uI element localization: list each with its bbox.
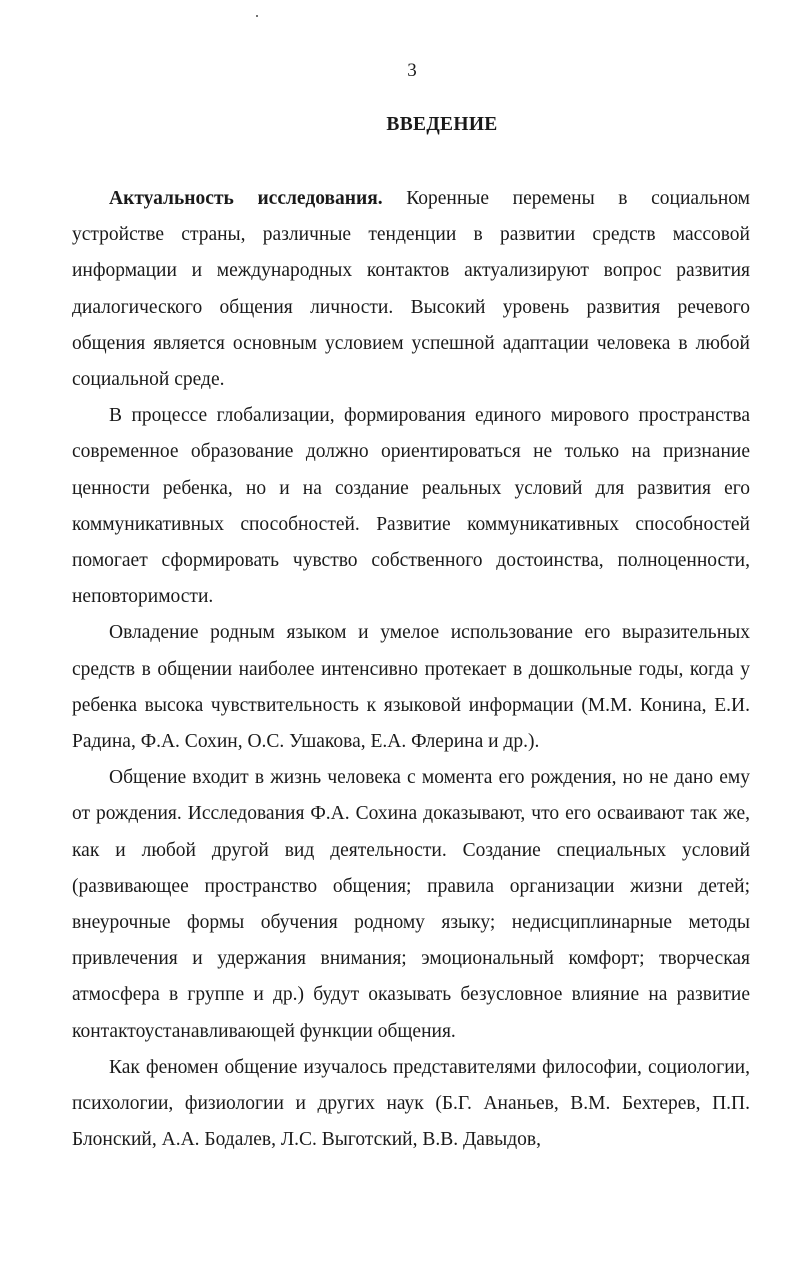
scan-speck xyxy=(256,15,258,17)
paragraph-relevance xyxy=(72,181,750,398)
body-text xyxy=(72,181,750,1158)
paragraph-lead: Актуальность исследования. xyxy=(109,188,383,209)
section-title: ВВЕДЕНИЕ xyxy=(386,114,498,135)
paragraph-native-language: Овладение родным языком и умелое использование его выразительных средств в общении наиболее интенсивно протекает в дошкольные годы, когда у ребенка высока чувствительность к языковой информации (М.М. Конина, Е.И. Радина, Ф.А. Сохин, О.С. Ушакова, Е.А. Флерина и др.). xyxy=(72,622,750,753)
paragraph-text: Коренные перемены в социальном устройстве страны, различные тенденции в развитии средств массовой информации и международных контактов актуализируют вопрос развития диалогического общения личности. Высокий уровень развития речевого общения является основным условием успешной адаптации человека в любой социальной среде. xyxy=(72,188,750,391)
paragraph-globalization: В процессе глобализации, формирования единого мирового пространства современное образование должно ориентироваться не только на признание ценности ребенка, но и на создание реальных условий для развития его коммуникативных способностей. Развитие коммуникативных способностей помогает сформировать чувство собственного достоинства, полноценности, неповторимости. xyxy=(72,405,750,608)
paragraph-communication: Общение входит в жизнь человека с момента его рождения, но не дано ему от рождения. Исследования Ф.А. Сохина доказывают, что его осваивают так же, как и любой другой вид деятельности. Создание специальных условий (развивающее пространство общения; правила организации жизни детей; внеурочные формы обучения родному языку; недисциплинарные методы привлечения и удержания внимания; эмоциональный комфорт; творческая атмосфера в группе и др.) будут оказывать безусловное влияние на развитие контактоустанавливающей функции общения. xyxy=(72,767,750,1042)
paragraph-phenomenon: Как феномен общение изучалось представителями философии, социологии, психологии, физиологии и других наук (Б.Г. Ананьев, В.М. Бехтерев, П.П. Блонский, А.А. Бодалев, Л.С. Выготский, В.В. Давыдов, xyxy=(72,1056,750,1151)
page-number: 3 xyxy=(407,60,417,81)
